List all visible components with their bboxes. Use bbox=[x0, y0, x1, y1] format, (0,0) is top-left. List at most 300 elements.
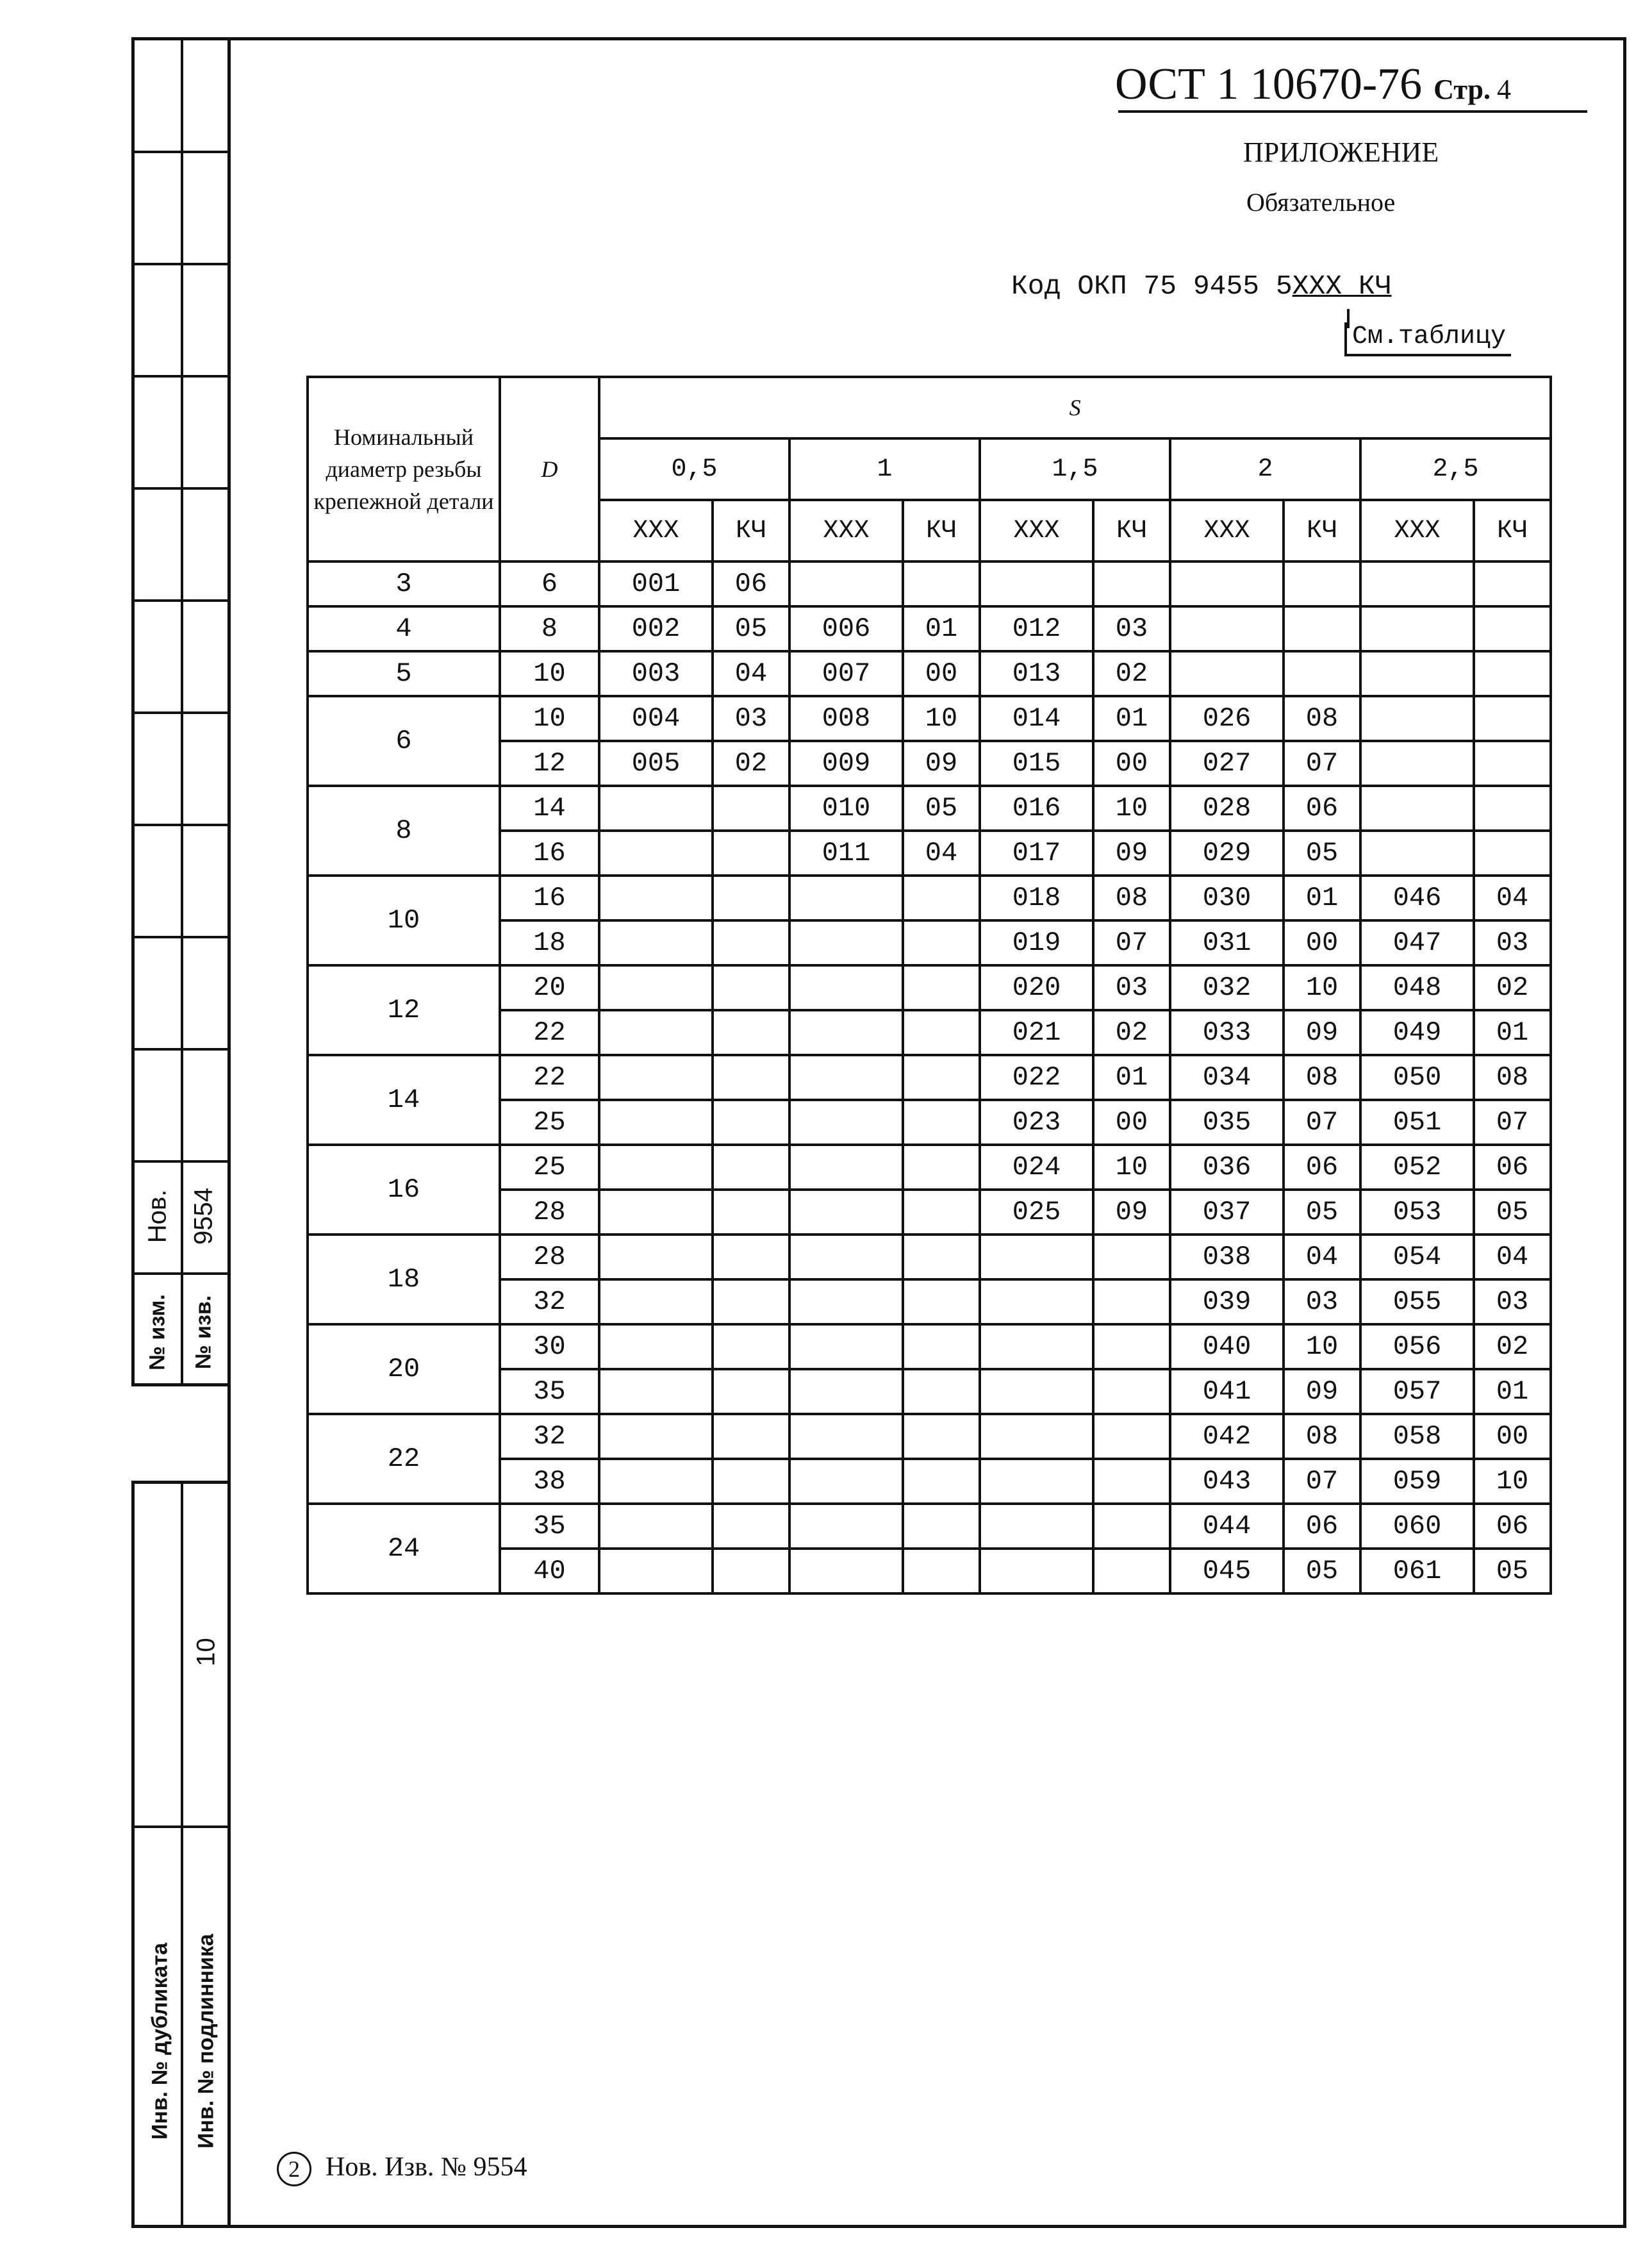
xxx-code-cell: 011 bbox=[789, 831, 903, 876]
inv-dup-label: Инв. № дубликата bbox=[147, 1942, 172, 2140]
xxx-code-cell bbox=[1360, 786, 1474, 831]
xxx-code-cell: 024 bbox=[980, 1145, 1093, 1190]
xxx-code-cell bbox=[789, 1010, 903, 1055]
table-row bbox=[308, 606, 1551, 651]
kch-code-cell: 01 bbox=[1474, 1369, 1551, 1414]
kch-code-cell bbox=[903, 1504, 980, 1549]
kch-code-cell bbox=[713, 965, 789, 1010]
kch-code-cell bbox=[1093, 1549, 1170, 1593]
xxx-code-cell bbox=[1170, 651, 1284, 696]
kch-code-cell: 03 bbox=[713, 696, 789, 741]
xxx-code-cell: 055 bbox=[1360, 1279, 1474, 1324]
xxx-code-cell: 012 bbox=[980, 606, 1093, 651]
kch-code-cell bbox=[1474, 831, 1551, 876]
d-value-cell: 12 bbox=[500, 741, 599, 786]
kch-code-cell bbox=[1093, 1324, 1170, 1369]
strip-rule bbox=[135, 711, 227, 714]
xxx-code-cell: 034 bbox=[1170, 1055, 1284, 1100]
xxx-code-cell bbox=[599, 1414, 713, 1459]
d-value-cell: 35 bbox=[500, 1504, 599, 1549]
header-rule bbox=[1118, 110, 1587, 113]
kch-code-cell: 03 bbox=[1093, 965, 1170, 1010]
table-row bbox=[308, 651, 1551, 696]
kch-code-cell: 07 bbox=[1284, 1459, 1360, 1504]
xxx-code-cell: 004 bbox=[599, 696, 713, 741]
kch-code-cell bbox=[903, 920, 980, 965]
xxx-code-cell: 044 bbox=[1170, 1504, 1284, 1549]
kch-code-cell: 01 bbox=[1474, 1010, 1551, 1055]
kch-code-cell: 04 bbox=[1474, 1235, 1551, 1279]
kch-code-cell: 05 bbox=[903, 786, 980, 831]
kch-code-cell: 02 bbox=[1474, 1324, 1551, 1369]
kch-code-cell bbox=[1474, 741, 1551, 786]
kch-code-cell: 08 bbox=[1093, 876, 1170, 920]
xxx-code-cell bbox=[599, 1055, 713, 1100]
kch-code-cell bbox=[713, 920, 789, 965]
xxx-code-cell: 048 bbox=[1360, 965, 1474, 1010]
kch-code-cell: 02 bbox=[1093, 651, 1170, 696]
kch-code-cell bbox=[713, 1055, 789, 1100]
kch-code-cell: 05 bbox=[1474, 1190, 1551, 1235]
xxx-code-cell bbox=[980, 1235, 1093, 1279]
strip-rule bbox=[135, 824, 227, 826]
nominal-diameter-cell: 4 bbox=[308, 606, 500, 651]
xxx-code-cell: 016 bbox=[980, 786, 1093, 831]
sub-header-kch: КЧ bbox=[1093, 500, 1170, 561]
footer-note-text: Нов. Изв. № 9554 bbox=[326, 2152, 527, 2182]
xxx-code-cell bbox=[1360, 651, 1474, 696]
kch-code-cell bbox=[713, 1235, 789, 1279]
xxx-code-cell bbox=[599, 1190, 713, 1235]
change-number-circle: 2 bbox=[277, 2152, 311, 2186]
xxx-code-cell bbox=[599, 1235, 713, 1279]
sub-header-xxx: XXX bbox=[1360, 500, 1474, 561]
sub-header-xxx: XXX bbox=[1170, 500, 1284, 561]
no-izv-label: № изв. bbox=[191, 1295, 216, 1370]
kch-code-cell: 00 bbox=[1284, 920, 1360, 965]
xxx-code-cell: 021 bbox=[980, 1010, 1093, 1055]
d-value-cell: 32 bbox=[500, 1414, 599, 1459]
xxx-code-cell: 013 bbox=[980, 651, 1093, 696]
xxx-code-cell bbox=[980, 1324, 1093, 1369]
kch-code-cell bbox=[713, 1369, 789, 1414]
kch-code-cell bbox=[1474, 561, 1551, 606]
xxx-code-cell: 006 bbox=[789, 606, 903, 651]
kch-code-cell bbox=[713, 1010, 789, 1055]
d-value-cell: 40 bbox=[500, 1549, 599, 1593]
xxx-code-cell bbox=[1170, 606, 1284, 651]
xxx-code-cell: 032 bbox=[1170, 965, 1284, 1010]
xxx-code-cell: 035 bbox=[1170, 1100, 1284, 1145]
nominal-diameter-cell: 12 bbox=[308, 965, 500, 1055]
table-row bbox=[308, 1324, 1551, 1369]
xxx-code-cell bbox=[599, 786, 713, 831]
kch-code-cell bbox=[903, 561, 980, 606]
xxx-code-cell: 040 bbox=[1170, 1324, 1284, 1369]
kch-code-cell: 00 bbox=[1093, 741, 1170, 786]
kch-code-cell bbox=[713, 1100, 789, 1145]
table-row bbox=[308, 696, 1551, 741]
kch-code-cell: 10 bbox=[903, 696, 980, 741]
xxx-code-cell: 002 bbox=[599, 606, 713, 651]
kch-code-cell: 03 bbox=[1474, 1279, 1551, 1324]
xxx-code-cell bbox=[789, 1235, 903, 1279]
s-value: 2 bbox=[1170, 438, 1360, 500]
xxx-code-cell bbox=[599, 1504, 713, 1549]
kch-code-cell bbox=[713, 786, 789, 831]
kch-code-cell: 01 bbox=[903, 606, 980, 651]
xxx-code-cell: 043 bbox=[1170, 1459, 1284, 1504]
kch-code-cell: 04 bbox=[1474, 876, 1551, 920]
xxx-code-cell: 030 bbox=[1170, 876, 1284, 920]
xxx-code-cell bbox=[599, 1145, 713, 1190]
okp-prefix: Код ОКП 75 9455 5 bbox=[1011, 270, 1293, 302]
kch-code-cell: 04 bbox=[713, 651, 789, 696]
xxx-code-cell: 018 bbox=[980, 876, 1093, 920]
kch-code-cell bbox=[1474, 651, 1551, 696]
s-value: 2,5 bbox=[1360, 438, 1551, 500]
xxx-code-cell bbox=[789, 1459, 903, 1504]
kch-code-cell bbox=[1474, 696, 1551, 741]
sub-header-xxx: XXX bbox=[980, 500, 1093, 561]
xxx-code-cell bbox=[599, 1369, 713, 1414]
kch-code-cell bbox=[1093, 1414, 1170, 1459]
xxx-code-cell bbox=[980, 1279, 1093, 1324]
xxx-code-cell: 020 bbox=[980, 965, 1093, 1010]
sub-header-kch: КЧ bbox=[903, 500, 980, 561]
xxx-code-cell: 060 bbox=[1360, 1504, 1474, 1549]
kch-code-cell: 08 bbox=[1474, 1055, 1551, 1100]
kch-code-cell: 01 bbox=[1284, 876, 1360, 920]
xxx-code-cell: 017 bbox=[980, 831, 1093, 876]
xxx-code-cell bbox=[789, 1190, 903, 1235]
s-value: 1,5 bbox=[980, 438, 1170, 500]
kch-code-cell: 05 bbox=[1284, 831, 1360, 876]
kch-code-cell bbox=[903, 1235, 980, 1279]
xxx-code-cell bbox=[599, 920, 713, 965]
kch-code-cell bbox=[713, 1279, 789, 1324]
d-value-cell: 16 bbox=[500, 831, 599, 876]
s-value: 0,5 bbox=[599, 438, 789, 500]
kch-code-cell: 10 bbox=[1093, 786, 1170, 831]
kch-code-cell bbox=[713, 1459, 789, 1504]
xxx-code-cell bbox=[1360, 606, 1474, 651]
nominal-diameter-cell: 18 bbox=[308, 1235, 500, 1324]
kch-code-cell bbox=[1093, 1279, 1170, 1324]
xxx-code-cell: 058 bbox=[1360, 1414, 1474, 1459]
xxx-code-cell bbox=[789, 1549, 903, 1593]
d-value-cell: 20 bbox=[500, 965, 599, 1010]
xxx-code-cell bbox=[980, 1459, 1093, 1504]
table-body bbox=[308, 561, 1551, 1593]
d-value-cell: 35 bbox=[500, 1369, 599, 1414]
xxx-code-cell: 022 bbox=[980, 1055, 1093, 1100]
kch-code-cell: 02 bbox=[713, 741, 789, 786]
xxx-code-cell bbox=[1360, 696, 1474, 741]
kch-code-cell: 02 bbox=[1474, 965, 1551, 1010]
xxx-code-cell: 041 bbox=[1170, 1369, 1284, 1414]
strip-rule bbox=[135, 1160, 227, 1163]
kch-code-cell bbox=[713, 876, 789, 920]
kch-code-cell bbox=[1093, 1504, 1170, 1549]
strip-rule bbox=[135, 151, 227, 153]
kch-code-cell: 01 bbox=[1093, 696, 1170, 741]
d-value-cell: 22 bbox=[500, 1055, 599, 1100]
xxx-code-cell: 014 bbox=[980, 696, 1093, 741]
kch-code-cell: 06 bbox=[1474, 1145, 1551, 1190]
kch-code-cell: 06 bbox=[713, 561, 789, 606]
xxx-code-cell bbox=[789, 1279, 903, 1324]
xxx-code-cell: 019 bbox=[980, 920, 1093, 965]
kch-code-cell: 09 bbox=[1284, 1369, 1360, 1414]
kch-code-cell: 08 bbox=[1284, 1055, 1360, 1100]
sub-header-xxx: XXX bbox=[789, 500, 903, 561]
xxx-code-cell bbox=[980, 1369, 1093, 1414]
kch-code-cell bbox=[1093, 1369, 1170, 1414]
table-row bbox=[308, 876, 1551, 920]
kch-code-cell: 06 bbox=[1284, 786, 1360, 831]
left-strip-lower bbox=[131, 1481, 231, 2228]
table-row bbox=[308, 1055, 1551, 1100]
kch-code-cell: 10 bbox=[1474, 1459, 1551, 1504]
xxx-code-cell bbox=[789, 920, 903, 965]
kch-code-cell bbox=[903, 1279, 980, 1324]
nominal-diameter-cell: 10 bbox=[308, 876, 500, 965]
table-row bbox=[308, 1414, 1551, 1459]
d-value-cell: 14 bbox=[500, 786, 599, 831]
kch-code-cell bbox=[713, 1414, 789, 1459]
d-value-cell: 10 bbox=[500, 696, 599, 741]
xxx-code-cell bbox=[789, 1055, 903, 1100]
xxx-code-cell: 033 bbox=[1170, 1010, 1284, 1055]
col-header-s: S bbox=[599, 377, 1551, 438]
table-row bbox=[308, 1145, 1551, 1190]
xxx-code-cell bbox=[599, 1459, 713, 1504]
strip-rule bbox=[135, 599, 227, 602]
xxx-code-cell bbox=[789, 1414, 903, 1459]
strip-rule bbox=[135, 487, 227, 490]
nominal-diameter-cell: 24 bbox=[308, 1504, 500, 1593]
nominal-diameter-cell: 8 bbox=[308, 786, 500, 876]
inv-orig-label: Инв. № подлинника bbox=[194, 1934, 219, 2149]
izv-number: 9554 bbox=[189, 1188, 218, 1245]
d-value-cell: 22 bbox=[500, 1010, 599, 1055]
doc-code bbox=[1115, 59, 1511, 110]
xxx-code-cell: 045 bbox=[1170, 1549, 1284, 1593]
xxx-code-cell: 015 bbox=[980, 741, 1093, 786]
xxx-code-cell: 023 bbox=[980, 1100, 1093, 1145]
kch-code-cell bbox=[1474, 786, 1551, 831]
left-strip-outer bbox=[131, 37, 231, 1386]
appendix-title: ПРИЛОЖЕНИЕ bbox=[1243, 137, 1439, 168]
kch-code-cell bbox=[1284, 651, 1360, 696]
kch-code-cell: 07 bbox=[1093, 920, 1170, 965]
xxx-code-cell: 037 bbox=[1170, 1190, 1284, 1235]
xxx-code-cell bbox=[599, 965, 713, 1010]
new-label: Нов. bbox=[143, 1189, 172, 1243]
kch-code-cell: 02 bbox=[1093, 1010, 1170, 1055]
xxx-code-cell bbox=[1170, 561, 1284, 606]
xxx-code-cell bbox=[980, 1504, 1093, 1549]
d-value-cell: 6 bbox=[500, 561, 599, 606]
d-value-cell: 38 bbox=[500, 1459, 599, 1504]
xxx-code-cell: 031 bbox=[1170, 920, 1284, 965]
kch-code-cell: 03 bbox=[1474, 920, 1551, 965]
xxx-code-cell bbox=[599, 876, 713, 920]
kch-code-cell bbox=[1093, 1235, 1170, 1279]
strip-rule bbox=[135, 1825, 227, 1828]
kch-code-cell bbox=[903, 1010, 980, 1055]
xxx-code-cell bbox=[789, 1504, 903, 1549]
kch-code-cell bbox=[903, 1549, 980, 1593]
kch-code-cell: 00 bbox=[1474, 1414, 1551, 1459]
okp-code-line bbox=[1011, 270, 1392, 302]
sub-header-xxx: XXX bbox=[599, 500, 713, 561]
xxx-code-cell: 009 bbox=[789, 741, 903, 786]
xxx-code-cell bbox=[789, 561, 903, 606]
kch-code-cell: 05 bbox=[1474, 1549, 1551, 1593]
xxx-code-cell: 025 bbox=[980, 1190, 1093, 1235]
s-value: 1 bbox=[789, 438, 980, 500]
kch-code-cell bbox=[713, 1190, 789, 1235]
xxx-code-cell: 010 bbox=[789, 786, 903, 831]
kch-code-cell: 06 bbox=[1284, 1145, 1360, 1190]
xxx-code-cell: 001 bbox=[599, 561, 713, 606]
d-value-cell: 28 bbox=[500, 1235, 599, 1279]
xxx-code-cell bbox=[789, 1100, 903, 1145]
xxx-code-cell: 026 bbox=[1170, 696, 1284, 741]
xxx-code-cell: 007 bbox=[789, 651, 903, 696]
kch-code-cell bbox=[903, 1190, 980, 1235]
footer-note bbox=[277, 2152, 527, 2186]
kch-code-cell bbox=[1093, 561, 1170, 606]
xxx-code-cell: 005 bbox=[599, 741, 713, 786]
xxx-code-cell: 050 bbox=[1360, 1055, 1474, 1100]
xxx-code-cell bbox=[980, 1549, 1093, 1593]
kch-code-cell: 08 bbox=[1284, 696, 1360, 741]
dup-value: 10 bbox=[192, 1638, 220, 1667]
xxx-code-cell bbox=[789, 1324, 903, 1369]
kch-code-cell: 05 bbox=[1284, 1190, 1360, 1235]
table-row bbox=[308, 561, 1551, 606]
xxx-code-cell: 051 bbox=[1360, 1100, 1474, 1145]
xxx-code-cell: 052 bbox=[1360, 1145, 1474, 1190]
xxx-code-cell bbox=[1360, 831, 1474, 876]
xxx-code-cell bbox=[599, 1549, 713, 1593]
kch-code-cell: 10 bbox=[1093, 1145, 1170, 1190]
kch-code-cell bbox=[713, 1145, 789, 1190]
xxx-code-cell: 038 bbox=[1170, 1235, 1284, 1279]
kch-code-cell bbox=[903, 876, 980, 920]
nominal-diameter-cell: 22 bbox=[308, 1414, 500, 1504]
xxx-code-cell: 027 bbox=[1170, 741, 1284, 786]
okp-code: XXX КЧ bbox=[1292, 270, 1392, 302]
kch-code-cell: 07 bbox=[1474, 1100, 1551, 1145]
xxx-code-cell: 046 bbox=[1360, 876, 1474, 920]
xxx-code-cell bbox=[789, 876, 903, 920]
xxx-code-cell: 003 bbox=[599, 651, 713, 696]
xxx-code-cell: 057 bbox=[1360, 1369, 1474, 1414]
kch-code-cell bbox=[903, 1459, 980, 1504]
xxx-code-cell bbox=[1360, 561, 1474, 606]
table-row bbox=[308, 1235, 1551, 1279]
kch-code-cell bbox=[1093, 1459, 1170, 1504]
d-value-cell: 28 bbox=[500, 1190, 599, 1235]
d-value-cell: 32 bbox=[500, 1279, 599, 1324]
sub-header-kch: КЧ bbox=[1284, 500, 1360, 561]
d-value-cell: 8 bbox=[500, 606, 599, 651]
d-value-cell: 16 bbox=[500, 876, 599, 920]
xxx-code-cell: 029 bbox=[1170, 831, 1284, 876]
left-strip-lower-divider bbox=[181, 1484, 183, 2225]
kch-code-cell bbox=[1474, 606, 1551, 651]
kch-code-cell: 09 bbox=[1093, 1190, 1170, 1235]
kch-code-cell: 09 bbox=[1284, 1010, 1360, 1055]
xxx-code-cell: 047 bbox=[1360, 920, 1474, 965]
kch-code-cell: 07 bbox=[1284, 741, 1360, 786]
xxx-code-cell bbox=[599, 1324, 713, 1369]
xxx-code-cell bbox=[599, 831, 713, 876]
xxx-code-cell bbox=[980, 561, 1093, 606]
xxx-code-cell: 028 bbox=[1170, 786, 1284, 831]
nominal-diameter-cell: 3 bbox=[308, 561, 500, 606]
xxx-code-cell bbox=[599, 1100, 713, 1145]
strip-rule bbox=[135, 1272, 227, 1275]
xxx-code-cell bbox=[789, 1145, 903, 1190]
d-value-cell: 10 bbox=[500, 651, 599, 696]
nominal-diameter-cell: 16 bbox=[308, 1145, 500, 1235]
xxx-code-cell: 053 bbox=[1360, 1190, 1474, 1235]
sub-header-kch: КЧ bbox=[1474, 500, 1551, 561]
nominal-diameter-cell: 5 bbox=[308, 651, 500, 696]
xxx-code-cell bbox=[789, 965, 903, 1010]
kch-code-cell bbox=[713, 1324, 789, 1369]
kch-code-cell: 08 bbox=[1284, 1414, 1360, 1459]
xxx-code-cell: 036 bbox=[1170, 1145, 1284, 1190]
kch-code-cell bbox=[903, 1100, 980, 1145]
kch-code-cell: 03 bbox=[1093, 606, 1170, 651]
kch-code-cell bbox=[713, 831, 789, 876]
kch-code-cell: 01 bbox=[1093, 1055, 1170, 1100]
kch-code-cell bbox=[903, 1369, 980, 1414]
kch-code-cell bbox=[713, 1549, 789, 1593]
kch-code-cell: 09 bbox=[1093, 831, 1170, 876]
kch-code-cell bbox=[903, 1145, 980, 1190]
kch-code-cell bbox=[903, 965, 980, 1010]
xxx-code-cell: 061 bbox=[1360, 1549, 1474, 1593]
kch-code-cell: 10 bbox=[1284, 965, 1360, 1010]
kch-code-cell bbox=[1284, 606, 1360, 651]
kch-code-cell: 00 bbox=[1093, 1100, 1170, 1145]
kch-code-cell: 03 bbox=[1284, 1279, 1360, 1324]
table-row bbox=[308, 1504, 1551, 1549]
strip-rule bbox=[135, 1048, 227, 1051]
kch-code-cell: 04 bbox=[1284, 1235, 1360, 1279]
page-label: Стр. bbox=[1433, 74, 1491, 105]
nominal-diameter-cell: 14 bbox=[308, 1055, 500, 1145]
d-value-cell: 30 bbox=[500, 1324, 599, 1369]
no-izm-label: № изм. bbox=[145, 1294, 170, 1370]
table-row bbox=[308, 786, 1551, 831]
kch-code-cell: 04 bbox=[903, 831, 980, 876]
kch-code-cell: 06 bbox=[1474, 1504, 1551, 1549]
kch-code-cell: 05 bbox=[1284, 1549, 1360, 1593]
see-table-note: См.таблицу bbox=[1344, 322, 1511, 356]
kch-code-cell: 09 bbox=[903, 741, 980, 786]
xxx-code-cell: 054 bbox=[1360, 1235, 1474, 1279]
nominal-diameter-cell: 6 bbox=[308, 696, 500, 786]
xxx-code-cell bbox=[1360, 741, 1474, 786]
